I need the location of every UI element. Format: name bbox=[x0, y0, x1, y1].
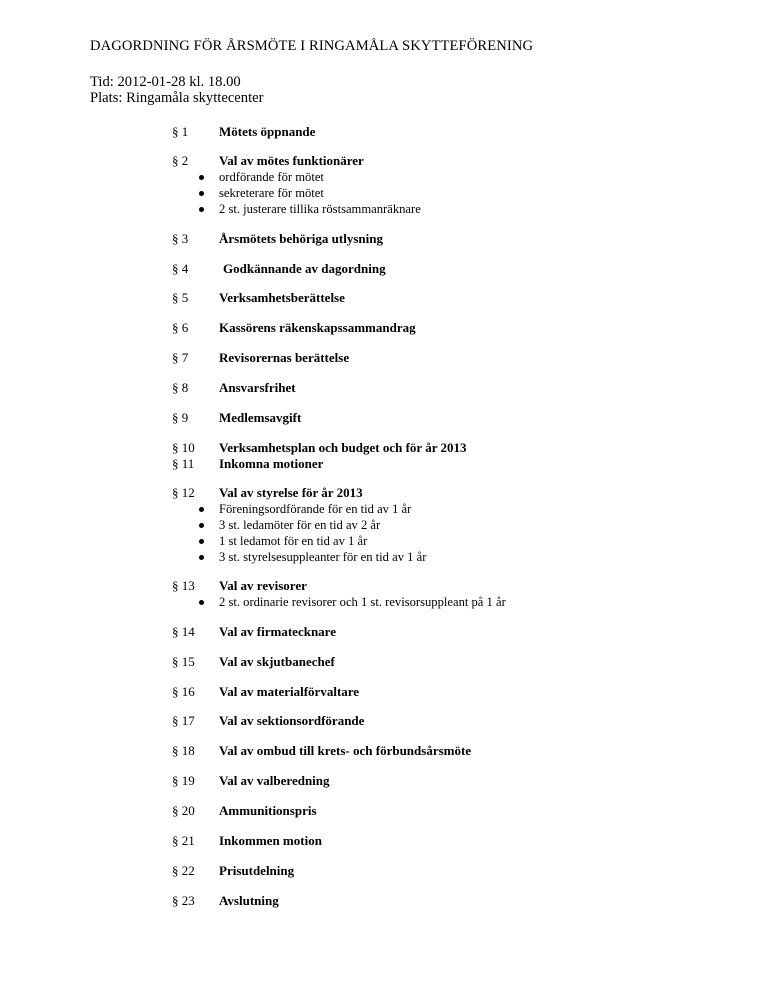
list-item: 1 st ledamot för en tid av 1 år bbox=[172, 533, 732, 549]
agenda-heading: Kassörens räkenskapssammandrag bbox=[219, 320, 416, 335]
agenda-item bbox=[172, 320, 732, 336]
agenda-heading: Val av revisorer bbox=[219, 578, 307, 593]
meeting-place: Plats: Ringamåla skyttecenter bbox=[90, 90, 264, 106]
agenda-item bbox=[172, 350, 732, 366]
agenda-heading: Verksamhetsberättelse bbox=[219, 290, 345, 305]
agenda-number: § 1 bbox=[172, 124, 189, 139]
bullet-icon bbox=[199, 523, 204, 528]
agenda-number: § 2 bbox=[172, 153, 189, 168]
agenda-number: § 9 bbox=[172, 410, 189, 425]
agenda-item bbox=[172, 261, 732, 277]
agenda-heading: Ammunitionspris bbox=[219, 803, 317, 818]
agenda-item bbox=[172, 654, 732, 670]
list-item: 3 st. styrelsesuppleanter för en tid av 1 år bbox=[172, 549, 732, 565]
agenda-number: § 12 bbox=[172, 485, 195, 500]
agenda-number: § 8 bbox=[172, 380, 189, 395]
bullet-icon bbox=[199, 191, 204, 196]
agenda-number: § 4 bbox=[172, 261, 189, 276]
agenda-heading: Inkommen motion bbox=[219, 833, 322, 848]
agenda-item bbox=[172, 833, 732, 849]
agenda-item bbox=[172, 773, 732, 789]
agenda-item bbox=[172, 485, 732, 565]
agenda-number: § 16 bbox=[172, 684, 195, 699]
bullet-icon bbox=[199, 507, 204, 512]
agenda-item bbox=[172, 578, 732, 610]
agenda-heading: Årsmötets behöriga utlysning bbox=[219, 231, 383, 246]
agenda-item bbox=[172, 684, 732, 700]
agenda-item bbox=[172, 456, 732, 472]
bullet-icon bbox=[199, 175, 204, 180]
agenda-item bbox=[172, 124, 732, 140]
bullet-icon bbox=[199, 555, 204, 560]
agenda-item bbox=[172, 290, 732, 306]
agenda-heading: Val av valberedning bbox=[219, 773, 330, 788]
agenda-number: § 20 bbox=[172, 803, 195, 818]
list-item: 2 st. justerare tillika röstsammanräknare bbox=[172, 201, 732, 217]
agenda-number: § 17 bbox=[172, 713, 195, 728]
agenda-number: § 21 bbox=[172, 833, 195, 848]
agenda-heading: Revisorernas berättelse bbox=[219, 350, 350, 365]
agenda-heading: Mötets öppnande bbox=[219, 124, 316, 139]
agenda-number: § 22 bbox=[172, 863, 195, 878]
document-title: DAGORDNING FÖR ÅRSMÖTE I RINGAMÅLA SKYTTEFÖRENING bbox=[90, 38, 534, 54]
agenda-item bbox=[172, 440, 732, 456]
agenda-heading: Val av styrelse för år 2013 bbox=[219, 485, 363, 500]
agenda-item bbox=[172, 743, 732, 759]
agenda-heading: Val av firmatecknare bbox=[219, 624, 336, 639]
agenda-heading: Val av sektionsordförande bbox=[219, 713, 365, 728]
bullet-icon bbox=[199, 207, 204, 212]
agenda-item bbox=[172, 713, 732, 729]
agenda-heading: Verksamhetsplan och budget och för år 2013 bbox=[219, 440, 467, 455]
agenda-heading: Avslutning bbox=[219, 893, 279, 908]
agenda-number: § 13 bbox=[172, 578, 195, 593]
agenda-item bbox=[172, 231, 732, 247]
agenda-heading: Inkomna motioner bbox=[219, 456, 324, 471]
agenda-heading: Val av materialförvaltare bbox=[219, 684, 360, 699]
agenda-heading: Prisutdelning bbox=[219, 863, 295, 878]
agenda-item bbox=[172, 624, 732, 640]
bullet-icon bbox=[199, 539, 204, 544]
agenda-item bbox=[172, 803, 732, 819]
agenda-number: § 14 bbox=[172, 624, 195, 639]
agenda-heading: Godkännande av dagordning bbox=[223, 261, 386, 276]
bullet-icon bbox=[199, 600, 204, 605]
agenda-number: § 23 bbox=[172, 893, 195, 908]
agenda-heading: Val av ombud till krets- och förbundsårsmöte bbox=[219, 743, 472, 758]
agenda-item bbox=[172, 153, 732, 217]
agenda-item bbox=[172, 863, 732, 879]
agenda-number: § 15 bbox=[172, 654, 195, 669]
agenda-item bbox=[172, 380, 732, 396]
agenda-heading: Medlemsavgift bbox=[219, 410, 302, 425]
agenda-heading: Val av mötes funktionärer bbox=[219, 153, 364, 168]
agenda-number: § 19 bbox=[172, 773, 195, 788]
agenda-number: § 11 bbox=[172, 456, 195, 471]
agenda-item bbox=[172, 893, 732, 909]
agenda-number: § 7 bbox=[172, 350, 189, 365]
agenda-number: § 3 bbox=[172, 231, 189, 246]
meeting-time: Tid: 2012-01-28 kl. 18.00 bbox=[90, 74, 241, 90]
agenda-heading: Ansvarsfrihet bbox=[219, 380, 296, 395]
list-item: ordförande för mötet bbox=[172, 169, 732, 185]
agenda-heading: Val av skjutbanechef bbox=[219, 654, 335, 669]
list-item: Föreningsordförande för en tid av 1 år bbox=[172, 501, 732, 517]
agenda-number: § 18 bbox=[172, 743, 195, 758]
list-item: sekreterare för mötet bbox=[172, 185, 732, 201]
agenda-item bbox=[172, 410, 732, 426]
agenda-number: § 5 bbox=[172, 290, 189, 305]
list-item: 2 st. ordinarie revisorer och 1 st. revisorsuppleant på 1 år bbox=[172, 594, 732, 610]
agenda-number: § 6 bbox=[172, 320, 189, 335]
agenda-number: § 10 bbox=[172, 440, 195, 455]
list-item: 3 st. ledamöter för en tid av 2 år bbox=[172, 517, 732, 533]
